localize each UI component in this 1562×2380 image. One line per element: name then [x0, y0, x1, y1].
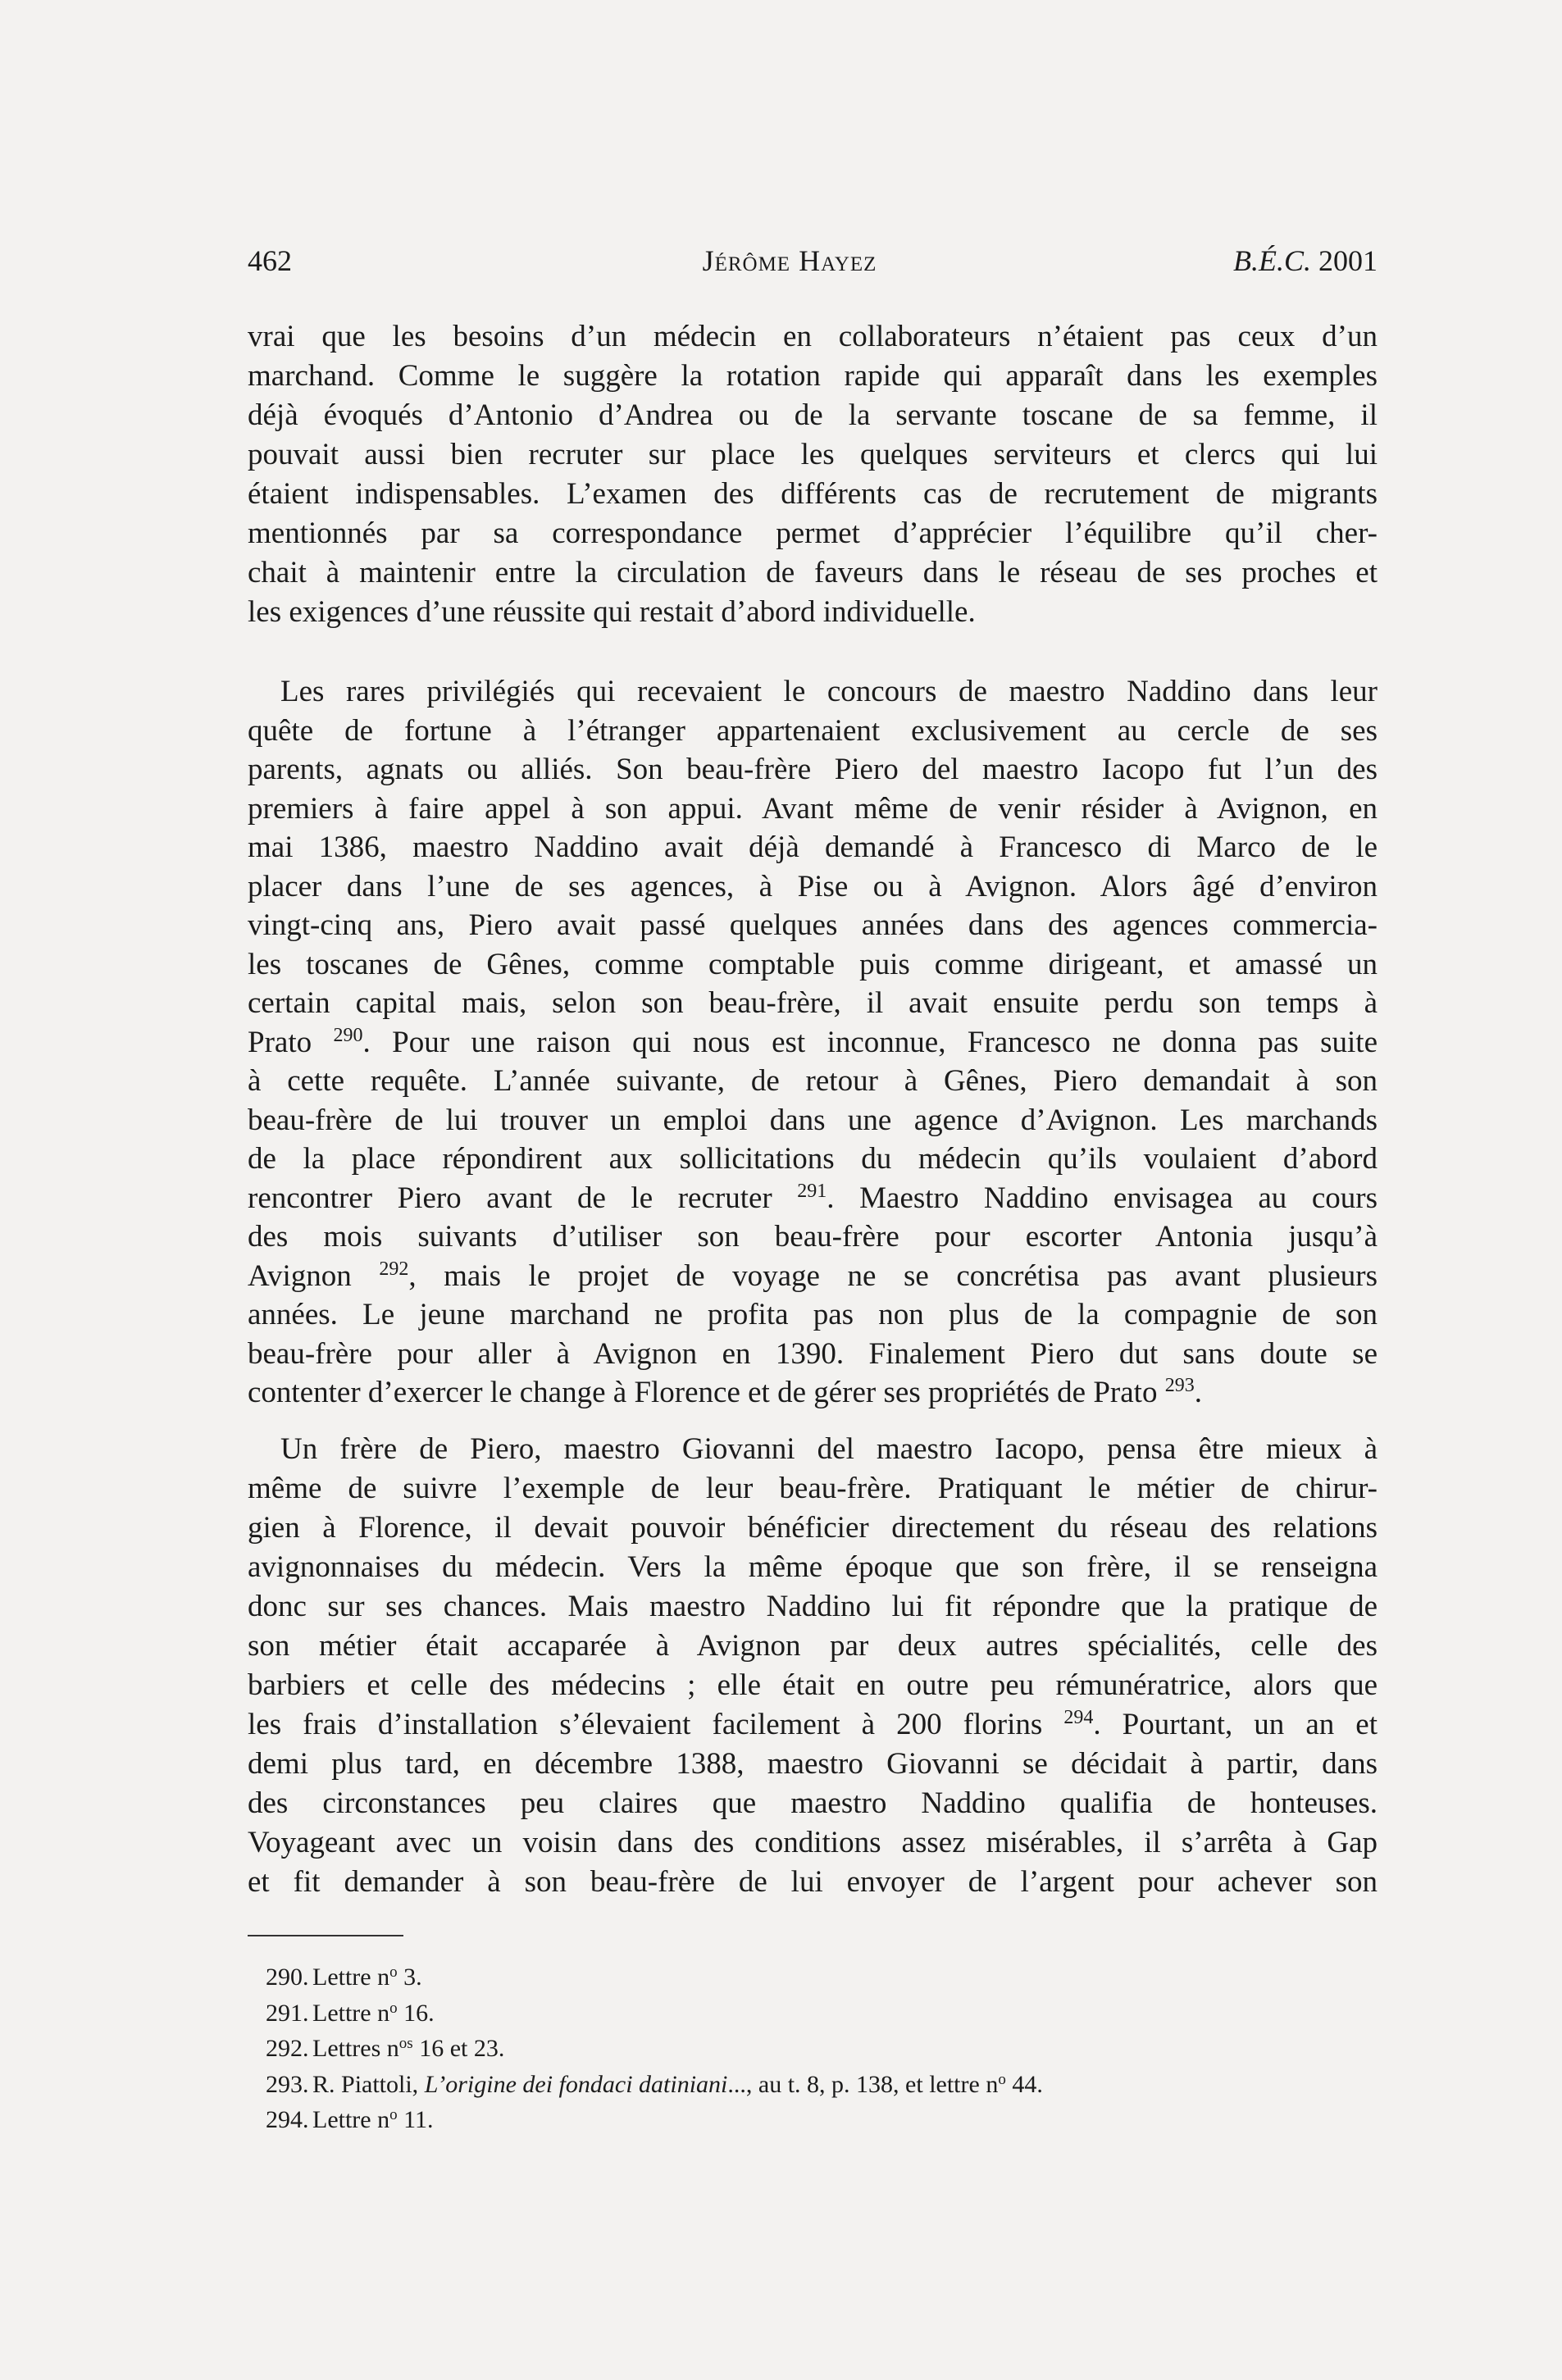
text-line: [248, 396, 1378, 435]
note-reference: 290: [333, 1024, 363, 1046]
text-run: . Pour une raison qui nous est inconnue, Francesco ne donna pas suite: [362, 1025, 1378, 1059]
text-run: parents, agnats ou alliés. Son beau-frère Piero del maestro Iacopo fut l’un des: [248, 753, 1378, 786]
text-run: des circonstances peu claires que maestro Naddino qualifia de honteuses.: [248, 1786, 1378, 1820]
text-line: [248, 1295, 1378, 1335]
text-run: Un frère de Piero, maestro Giovanni del maestro Iacopo, pensa être mieux à: [280, 1432, 1378, 1466]
text-line: [248, 1823, 1378, 1863]
note-reference: 291: [797, 1180, 827, 1202]
text-line: [248, 790, 1378, 829]
text-run: . Maestro Naddino envisagea au cours: [827, 1181, 1378, 1215]
text-run: 11.: [397, 2106, 434, 2133]
text-run: ..., au t. 8, p. 138, et lettre n: [727, 2070, 999, 2098]
text-run: déjà évoqués d’Antonio d’Andrea ou de la servante toscane de sa femme, il: [248, 398, 1378, 432]
text-run: même de suivre l’exemple de leur beau-frère. Pratiquant le métier de chirur-: [248, 1472, 1378, 1505]
text-run: vrai que les besoins d’un médecin en collaborateurs n’étaient pas ceux d’un: [248, 320, 1378, 353]
footnotes: [266, 1959, 1043, 2138]
text-line: [248, 1062, 1378, 1101]
text-line: [248, 1863, 1378, 1902]
text-run: beau-frère pour aller à Avignon en 1390. Finalement Piero dut sans doute se: [248, 1336, 1378, 1371]
text-run: barbiers et celle des médecins ; elle était en outre peu rémunératrice, alors que: [248, 1668, 1378, 1702]
text-run: 44.: [1005, 2070, 1043, 2098]
footnote: [266, 2102, 1043, 2138]
text-line: [248, 1335, 1378, 1374]
text-line: [248, 1257, 1378, 1296]
text-run: Lettre n: [312, 1999, 390, 2027]
paragraph: [248, 672, 1378, 1413]
footnote-number: 293.: [266, 2070, 309, 2098]
text-run: demi plus tard, en décembre 1388, maestro Giovanni se décidait à partir, dans: [248, 1747, 1378, 1781]
text-run: gien à Florence, il devait pouvoir bénéficier directement du réseau des relations: [248, 1511, 1378, 1545]
text-run: pouvait aussi bien recruter sur place les quelques serviteurs et clercs qui lui: [248, 438, 1378, 471]
note-reference: o: [998, 2070, 1006, 2088]
text-run: des mois suivants d’utiliser son beau-frère pour escorter Antonia jusqu’à: [248, 1220, 1378, 1254]
text-run: à cette requête. L’année suivante, de retour à Gênes, Piero demandait à son: [248, 1064, 1378, 1098]
text-run: vingt-cinq ans, Piero avait passé quelques années dans des agences commercia-: [248, 908, 1378, 942]
text-run: Les rares privilégiés qui recevaient le concours de maestro Naddino dans leur: [280, 675, 1378, 708]
text-line: [248, 1023, 1378, 1063]
text-line: [248, 984, 1378, 1023]
text-line: [248, 828, 1378, 867]
text-run: années. Le jeune marchand ne profita pas non plus de la compagnie de son: [248, 1298, 1378, 1331]
text-run: rencontrer Piero avant de le recruter: [248, 1181, 798, 1215]
text-run: étaient indispensables. L’examen des différents cas de recrutement de migrants: [248, 477, 1378, 511]
text-run: , mais le projet de voyage ne se concrétisa pas avant plusieurs: [408, 1258, 1378, 1293]
text-line: [248, 1666, 1378, 1705]
footnote: [266, 1959, 1043, 1995]
paragraph: [248, 317, 1378, 632]
text-run: Lettre n: [312, 1964, 390, 1991]
text-line: [248, 1430, 1378, 1469]
text-run: les exigences d’une réussite qui restait d’abord individuelle.: [248, 595, 976, 629]
journal-year: 2001: [1318, 244, 1378, 277]
text-line: [248, 1587, 1378, 1627]
text-run: contenter d’exercer le change à Florence et de gérer ses propriétés de Prato: [248, 1376, 1165, 1409]
text-line: [248, 1179, 1378, 1218]
text-line: [248, 1705, 1378, 1745]
footnote-divider: [248, 1935, 403, 1936]
text-line: [248, 712, 1378, 751]
page-number: 462: [248, 244, 292, 277]
text-run: quête de fortune à l’étranger appartenaient exclusivement au cercle de ses: [248, 713, 1378, 748]
text-line: [248, 1373, 1378, 1413]
text-line: [248, 945, 1378, 985]
text-run: certain capital mais, selon son beau-frère, il avait ensuite perdu son temps à: [248, 986, 1378, 1020]
running-head-author: Jérôme Hayez: [702, 244, 877, 277]
text-run: R. Piattoli,: [312, 2070, 425, 2098]
text-run: mentionnés par sa correspondance permet d’apprécier l’équilibre qu’il cher-: [248, 517, 1378, 550]
note-reference: 292: [379, 1258, 409, 1280]
text-run: Prato: [248, 1025, 334, 1059]
text-run: Lettres n: [312, 2035, 399, 2062]
text-line: [248, 1509, 1378, 1548]
text-run: marchand. Comme le suggère la rotation rapide qui apparaît dans les exemples: [248, 359, 1378, 393]
footnote-number: 292.: [266, 2035, 309, 2062]
text-run: chait à maintenir entre la circulation de faveurs dans le réseau de ses proches et: [248, 556, 1378, 589]
text-run: son métier était accaparée à Avignon par deux autres spécialités, celle des: [248, 1629, 1378, 1663]
footnote: [266, 2031, 1043, 2067]
text-line: [248, 672, 1378, 712]
text-run: 3.: [397, 1964, 422, 1991]
text-line: [248, 317, 1378, 357]
text-line: [248, 514, 1378, 553]
text-run: les frais d’installation s’élevaient facilement à 200 florins: [248, 1708, 1064, 1741]
note-reference: os: [398, 2035, 413, 2052]
text-line: [248, 1469, 1378, 1509]
footnote-number: 294.: [266, 2106, 309, 2133]
text-run: 16.: [397, 1999, 435, 2027]
note-reference: o: [389, 1999, 398, 2017]
journal-abbrev: B.É.C.: [1233, 244, 1311, 277]
text-line: [248, 1217, 1378, 1257]
text-run: placer dans l’une de ses agences, à Pise ou à Avignon. Alors âgé d’environ: [248, 869, 1378, 903]
text-run: avignonnaises du médecin. Vers la même époque que son frère, il se renseigna: [248, 1550, 1378, 1584]
italic-title: L’origine dei fondaci datiniani: [424, 2070, 728, 2098]
text-run: Voyageant avec un voisin dans des conditions assez misérables, il s’arrêta à Gap: [248, 1826, 1378, 1859]
text-line: [248, 593, 1378, 632]
text-line: [248, 1101, 1378, 1140]
text-line: [248, 1745, 1378, 1784]
text-run: mai 1386, maestro Naddino avait déjà demandé à Francesco di Marco de le: [248, 830, 1378, 864]
text-line: [248, 906, 1378, 945]
text-run: Avignon: [248, 1258, 380, 1293]
note-reference: o: [389, 1964, 398, 1981]
note-reference: o: [389, 2106, 398, 2123]
footnote-number: 291.: [266, 1999, 309, 2027]
text-run: les toscanes de Gênes, comme comptable puis comme dirigeant, et amassé un: [248, 947, 1378, 981]
text-line: [248, 1784, 1378, 1823]
paragraph: [248, 1430, 1378, 1902]
text-line: [248, 1140, 1378, 1179]
text-line: [248, 553, 1378, 593]
note-reference: 293: [1164, 1375, 1195, 1396]
text-line: [248, 750, 1378, 790]
text-line: [248, 1548, 1378, 1587]
text-run: premiers à faire appel à son appui. Avant même de venir résider à Avignon, en: [248, 791, 1378, 826]
text-line: [248, 435, 1378, 475]
running-head-journal: [1233, 239, 1378, 282]
footnote: [266, 2067, 1043, 2103]
text-run: . Pourtant, un an et: [1093, 1708, 1378, 1741]
footnote-number: 290.: [266, 1964, 309, 1991]
text-run: de la place répondirent aux sollicitations du médecin qu’ils voulaient d’abord: [248, 1142, 1378, 1176]
text-run: et fit demander à son beau-frère de lui envoyer de l’argent pour achever son: [248, 1865, 1378, 1899]
footnote: [266, 1995, 1043, 2032]
text-line: [248, 1627, 1378, 1666]
text-run: donc sur ses chances. Mais maestro Naddino lui fit répondre que la pratique de: [248, 1590, 1378, 1623]
text-line: [248, 357, 1378, 396]
text-line: [248, 867, 1378, 907]
text-run: .: [1194, 1376, 1202, 1409]
text-run: Lettre n: [312, 2106, 390, 2133]
note-reference: 294: [1063, 1707, 1094, 1728]
text-run: 16 et 23.: [412, 2035, 505, 2062]
text-run: beau-frère de lui trouver un emploi dans une agence d’Avignon. Les marchands: [248, 1103, 1378, 1137]
text-line: [248, 475, 1378, 514]
